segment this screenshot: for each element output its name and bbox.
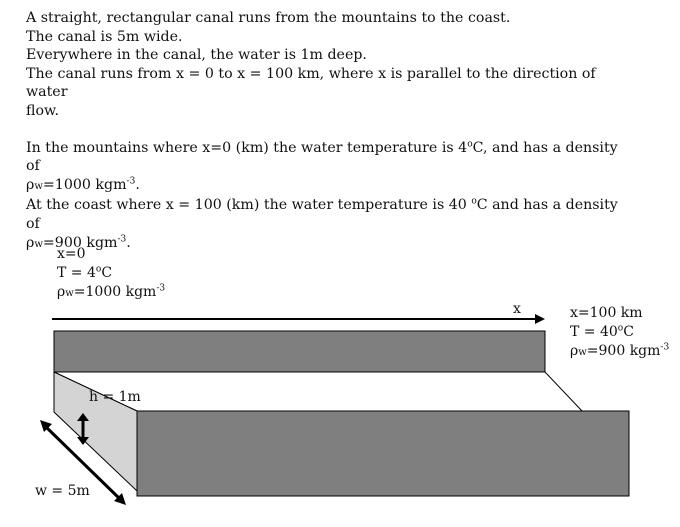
canal-near-wall [137, 411, 629, 496]
water-surface-far-edge [545, 372, 582, 411]
end-density-label: ρw=900 kgm$^{-3}$ [570, 342, 670, 359]
statement-line-5: flow. [26, 102, 59, 119]
width-label: w = 5m [35, 483, 90, 499]
end-temperature-label: $T = 40^oC$ [570, 323, 634, 340]
statement-line-2: The canal is 5m wide. [26, 28, 183, 45]
mountain-density: ρw=1000 kgm$^{-3}$. [26, 176, 140, 193]
statement-line-4: The canal runs from x = 0 to x = 100 km, where x is parallel to the direction of water [26, 65, 596, 101]
start-position-label: x=0 [57, 246, 86, 262]
end-position-label: x=100 km [570, 305, 643, 321]
statement-line-1: A straight, rectangular canal runs from the mountains to the coast. [26, 10, 511, 26]
coast-density: ρw=900 kgm$^{-3}$. [26, 233, 131, 251]
mountain-statement: In the mountains where x=0 (km) the water temperature is 4$^o$C, and has a density of [26, 138, 618, 175]
flow-axis-label: x [513, 301, 521, 317]
start-temperature-label: $T = 4^oC$ [57, 264, 113, 281]
start-density-label: ρw=1000 kgm$^{-3}$ [57, 283, 166, 300]
depth-label: h = 1m [89, 389, 141, 405]
canal-far-wall [54, 331, 545, 372]
statement-line-3: Everywhere in the canal, the water is 1m deep. [26, 47, 367, 64]
coast-statement: At the coast where x = 100 (km) the water temperature is 40 $^o$C and has a density of [26, 196, 618, 232]
